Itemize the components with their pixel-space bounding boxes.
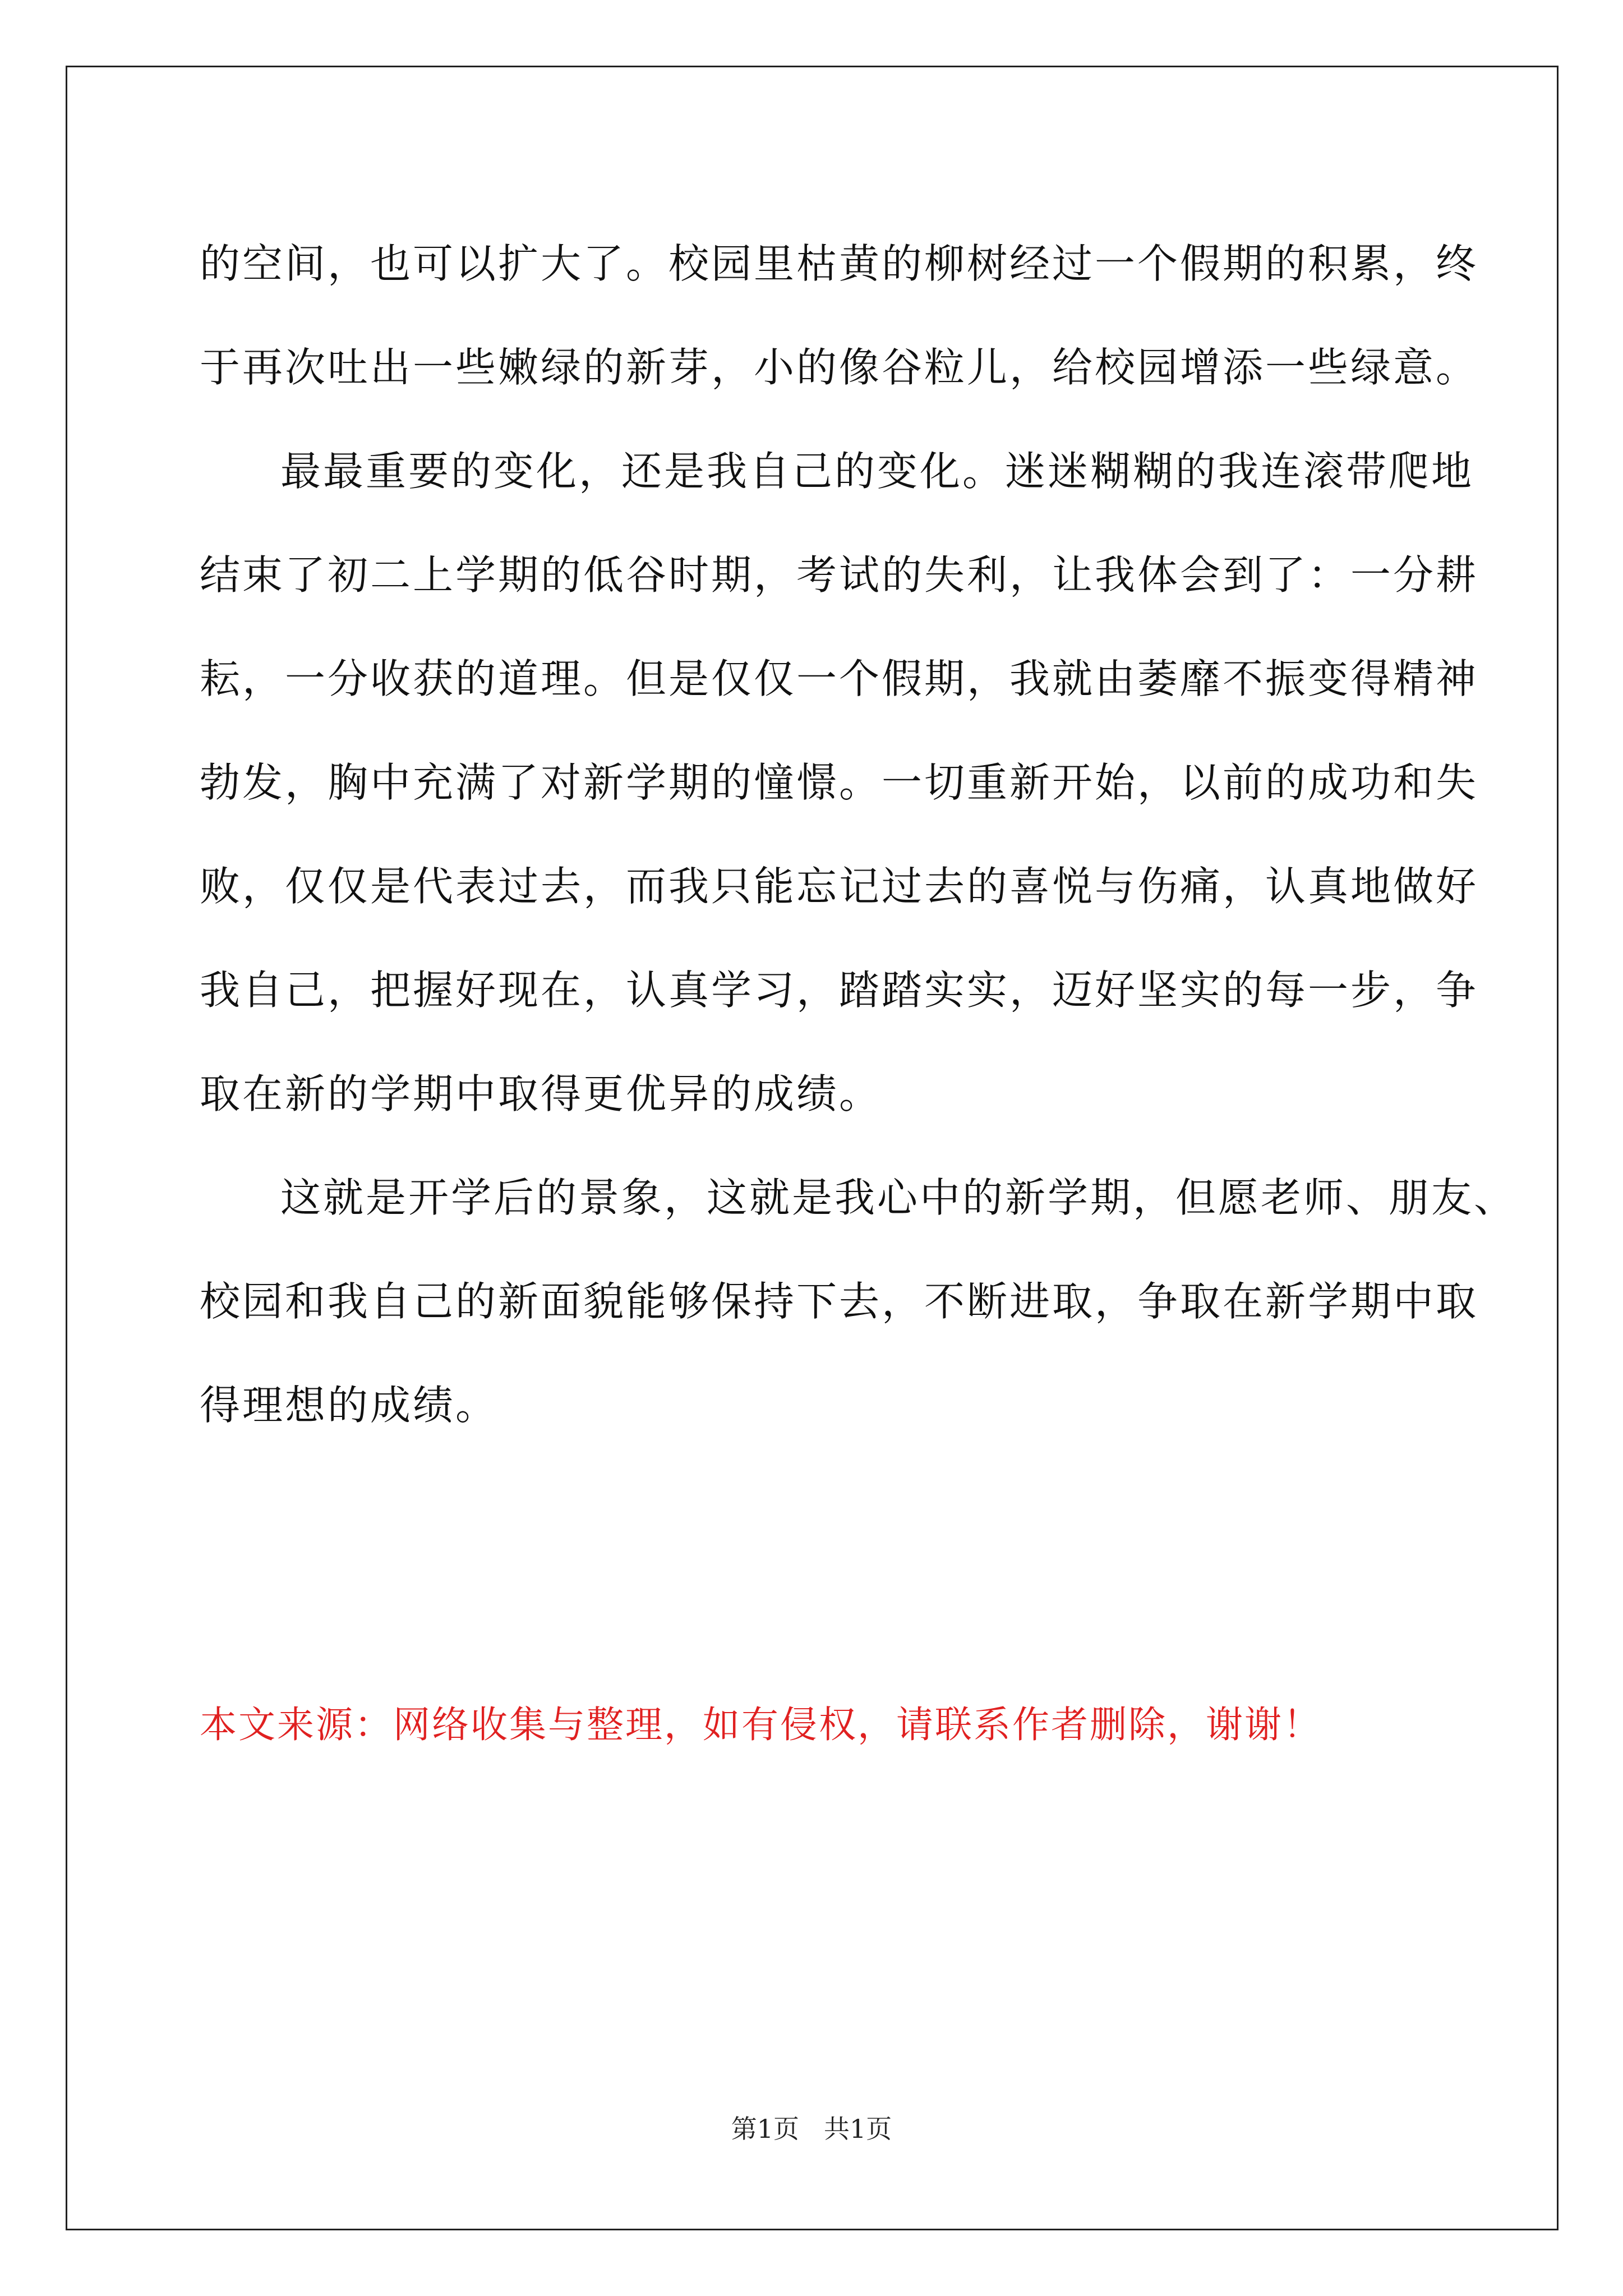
text-line: 的空间，也可以扩大了。校园里枯黄的柳树经过一个假期的积累，终 [200,240,1479,287]
text-line: 结束了初二上学期的低谷时期，考试的失利，让我体会到了：一分耕 [200,551,1479,599]
page-footer [0,2109,1623,2148]
text-line: 得理想的成绩。 [200,1382,499,1429]
text-line: 于再次吐出一些嫩绿的新芽，小的像谷粒儿，给校园增添一些绿意。 [200,344,1479,391]
page-number: 第1页 [731,2114,800,2144]
text-line: 校园和我自己的新面貌能够保持下去，不断进取，争取在新学期中取 [200,1278,1479,1325]
text-line: 耘，一分收获的道理。但是仅仅一个假期，我就由萎靡不振变得精神 [200,655,1479,702]
text-line: 我自己，把握好现在，认真学习，踏踏实实，迈好坚实的每一步，争 [200,967,1479,1014]
text-line: 勃发，胸中充满了对新学期的憧憬。一切重新开始，以前的成功和失 [200,759,1479,806]
text-line: 取在新的学期中取得更优异的成绩。 [200,1070,882,1117]
text-line: 这就是开学后的景象，这就是我心中的新学期，但愿老师、朋友、 [280,1174,1517,1221]
text-line: 最最重要的变化，还是我自己的变化。迷迷糊糊的我连滚带爬地 [280,448,1474,495]
source-note: 本文来源：网络收集与整理，如有侵权，请联系作者删除，谢谢！ [200,1703,1322,1746]
text-line: 败，仅仅是代表过去，而我只能忘记过去的喜悦与伤痛，认真地做好 [200,863,1479,910]
body-text [200,212,1517,1457]
page-total: 共1页 [823,2114,892,2144]
footer-spacer [799,2114,824,2144]
